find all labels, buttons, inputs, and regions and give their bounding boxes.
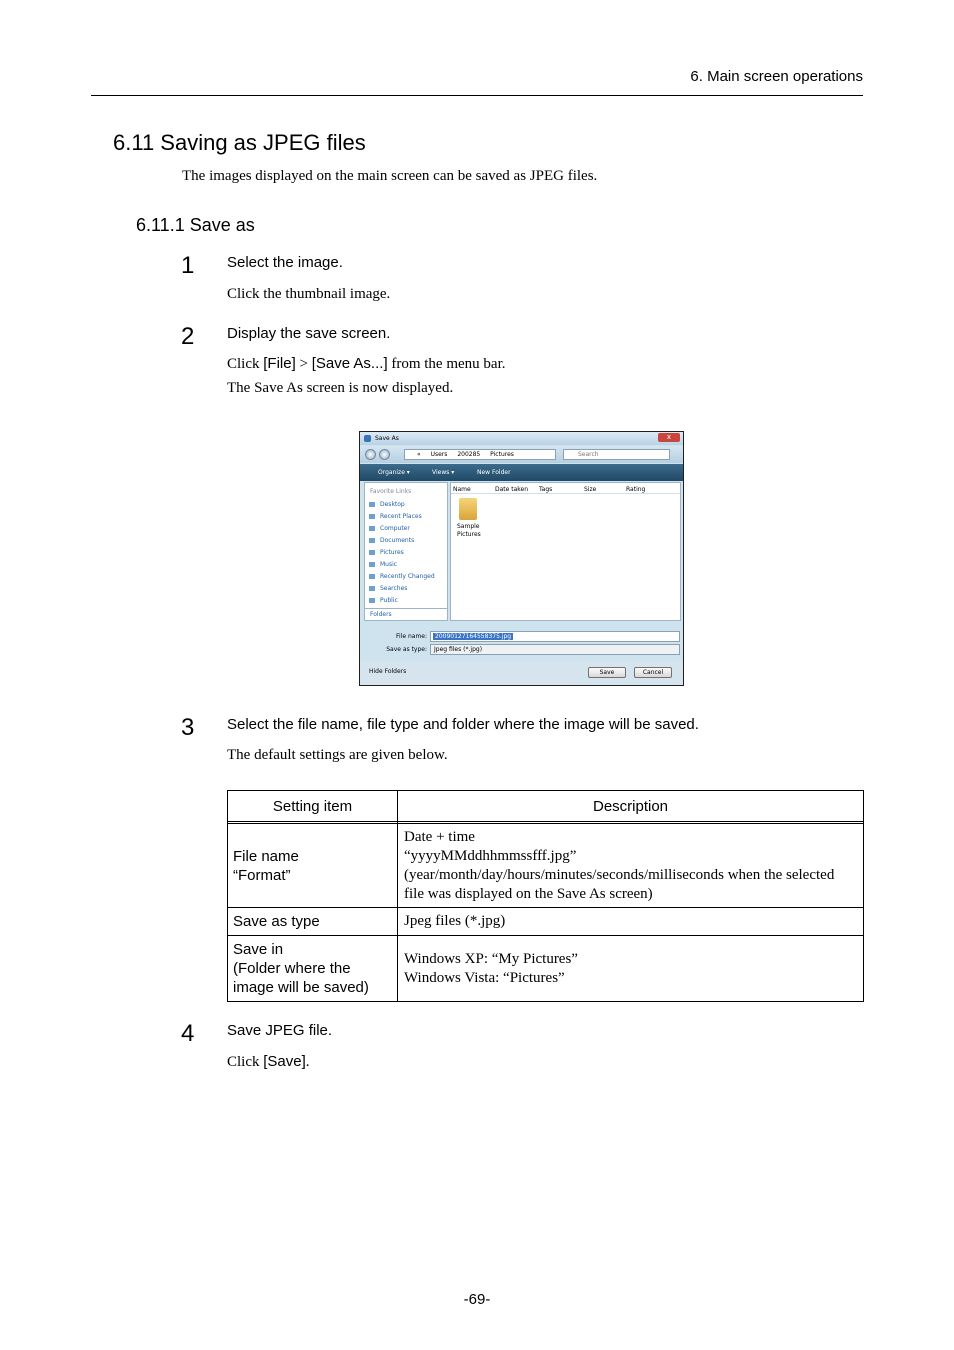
hide-folders-button[interactable]: Hide Folders: [369, 668, 407, 675]
cell-line: file was displayed on the Save As screen): [404, 885, 653, 902]
breadcrumb-item: 200285: [457, 451, 481, 458]
column-header-name[interactable]: Name: [453, 486, 471, 493]
table-row: [228, 824, 864, 908]
save-as-type-select[interactable]: Jpeg files (*.jpg): [430, 644, 680, 655]
column-header-rating[interactable]: Rating: [626, 486, 646, 493]
link-music[interactable]: [369, 561, 397, 568]
table-header-description: Description: [398, 791, 864, 822]
save-as-type-row: [360, 644, 683, 656]
step-desc-2b: The Save As screen is now displayed.: [227, 380, 454, 396]
running-header: 6. Main screen operations: [690, 68, 863, 85]
cell-line: File name: [233, 847, 299, 865]
table-cell-description: [398, 824, 864, 908]
link-label: Documents: [380, 537, 415, 544]
table-row: [228, 936, 864, 1002]
step-desc-2: [227, 352, 506, 376]
page-number: -69-: [463, 1291, 491, 1308]
favorite-links-label: Favorite Links: [370, 488, 412, 495]
table-cell-description: [398, 936, 864, 1002]
folders-toggle[interactable]: Folders: [365, 608, 447, 620]
file-name-row: [360, 631, 683, 643]
cell-line: (year/month/day/hours/minutes/seconds/milliseconds when the selected: [404, 866, 835, 883]
step-number-4: 4: [181, 1020, 195, 1047]
table-cell-item: [228, 824, 398, 908]
step-title-3: Select the file name, file type and folder where the image will be saved.: [227, 716, 699, 733]
link-label: Public: [380, 597, 398, 604]
link-documents[interactable]: [369, 537, 414, 544]
file-name-value: 20090127164558375.jpg: [435, 633, 512, 640]
cell-line: “yyyyMMddhhmmssfff.jpg”: [404, 847, 577, 864]
step-number-3: 3: [181, 714, 195, 741]
dialog-toolbar: [360, 464, 683, 481]
save-as-type-label: Save as type:: [386, 646, 427, 653]
link-label: Pictures: [380, 549, 404, 556]
table-header-setting-item: Setting item: [228, 791, 398, 822]
link-computer[interactable]: [369, 525, 410, 532]
address-bar: [360, 446, 683, 463]
step-title-4: Save JPEG file.: [227, 1022, 333, 1039]
link-label: Computer: [380, 525, 410, 532]
link-label: Music: [380, 561, 398, 568]
table-cell-item: [228, 936, 398, 1002]
cell-line: Save in: [233, 941, 284, 958]
link-pictures[interactable]: [369, 549, 404, 556]
desc-suffix: from the menu bar.: [387, 356, 506, 372]
save-button[interactable]: Save: [588, 667, 626, 678]
menu-file: [File]: [263, 355, 296, 372]
close-button[interactable]: x: [658, 433, 680, 442]
table-header-row: [228, 791, 864, 822]
step-desc-4: [227, 1050, 310, 1074]
menu-separator: >: [295, 356, 312, 372]
column-header-date-taken[interactable]: Date taken: [495, 486, 529, 493]
step-title-2: Display the save screen.: [227, 325, 391, 342]
dialog-title: Save As: [375, 435, 399, 442]
link-label: Recent Places: [380, 513, 422, 520]
menu-save-as: [Save As...]: [311, 355, 388, 372]
breadcrumb[interactable]: [404, 449, 556, 460]
link-public[interactable]: [369, 597, 398, 604]
breadcrumb-item: «: [417, 451, 421, 458]
subsection-title: 6.11.1 Save as: [136, 215, 255, 235]
navigation-pane: [364, 482, 448, 621]
link-desktop[interactable]: [369, 501, 405, 508]
intro-text: The images displayed on the main screen can be saved as JPEG files.: [182, 168, 598, 184]
file-name-label: File name:: [396, 633, 427, 640]
dialog-button-bar: [360, 661, 683, 685]
app-icon: [364, 435, 371, 442]
cell-line: image will be saved): [233, 979, 369, 996]
header-rule: [91, 95, 863, 96]
forward-icon[interactable]: [379, 449, 390, 460]
table-cell-item: Save as type: [228, 908, 398, 936]
column-header-tags[interactable]: Tags: [539, 486, 553, 493]
search-input[interactable]: Search: [563, 449, 670, 460]
link-searches[interactable]: [369, 585, 407, 592]
table-cell-description: Jpeg files (*.jpg): [398, 908, 864, 936]
link-recently-changed[interactable]: [369, 573, 435, 580]
link-label: Searches: [380, 585, 408, 592]
cancel-button[interactable]: Cancel: [634, 667, 672, 678]
link-recent-places[interactable]: [369, 513, 422, 520]
breadcrumb-item: Pictures: [490, 451, 514, 458]
cell-line: Date + time: [404, 828, 475, 845]
save-as-dialog-screenshot: [359, 431, 684, 686]
cell-line: “Format”: [233, 866, 291, 884]
folder-item-label[interactable]: Sample Pictures: [457, 523, 481, 538]
dialog-titlebar: [360, 432, 683, 445]
step-number-1: 1: [181, 252, 195, 279]
link-label: Recently Changed: [380, 573, 435, 580]
desc-suffix: .: [305, 1054, 310, 1070]
section-title: 6.11 Saving as JPEG files: [113, 130, 366, 155]
default-settings-table: [227, 790, 864, 1002]
organize-button[interactable]: Organize ▾: [378, 469, 410, 476]
views-button[interactable]: Views ▾: [432, 469, 455, 476]
desc-prefix: Click: [227, 356, 264, 372]
step-title-1: Select the image.: [227, 254, 343, 271]
column-header-size[interactable]: Size: [584, 486, 597, 493]
save-reference: [Save]: [263, 1053, 306, 1070]
step-desc-1: Click the thumbnail image.: [227, 286, 391, 302]
back-icon[interactable]: [365, 449, 376, 460]
cell-line: Windows XP: “My Pictures”: [404, 950, 578, 967]
file-list-pane: [450, 482, 681, 621]
column-divider: [451, 493, 680, 494]
step-number-2: 2: [181, 323, 195, 350]
step-desc-3: The default settings are given below.: [227, 747, 448, 763]
cell-line: Windows Vista: “Pictures”: [404, 969, 565, 986]
folder-icon[interactable]: [459, 498, 477, 520]
breadcrumb-item: Users: [430, 451, 448, 458]
new-folder-button[interactable]: New Folder: [477, 469, 511, 476]
table-row: [228, 908, 864, 936]
link-label: Desktop: [380, 501, 405, 508]
file-name-input[interactable]: [430, 631, 680, 642]
cell-line: (Folder where the: [233, 960, 351, 977]
desc-prefix: Click: [227, 1054, 264, 1070]
